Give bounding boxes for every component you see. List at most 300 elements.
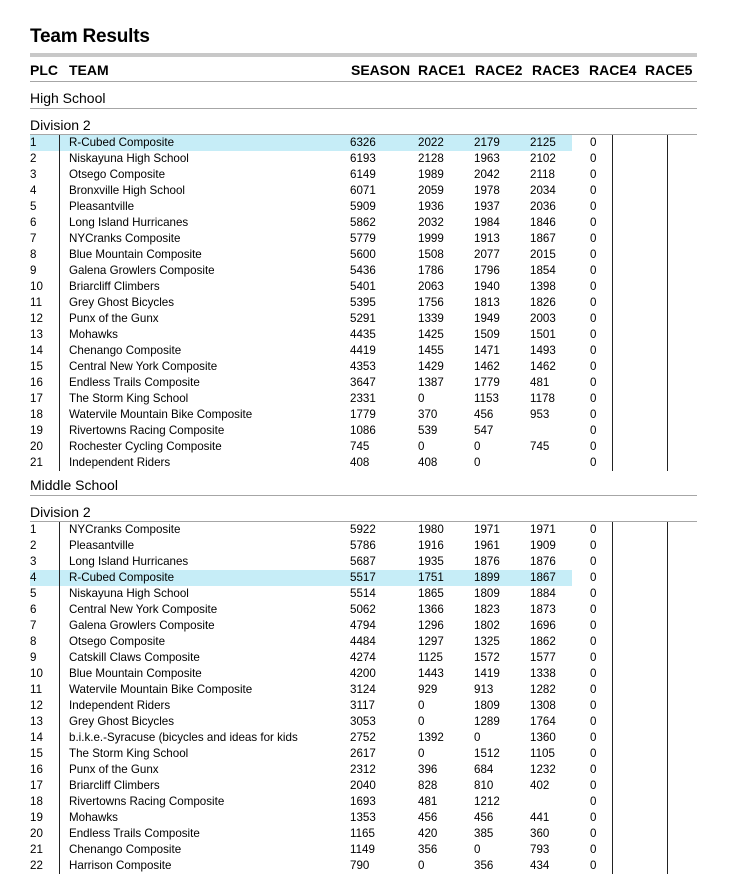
season-cell: 5862 — [350, 216, 376, 229]
season-cell: 5687 — [350, 555, 376, 568]
place-cell: 15 — [30, 746, 60, 762]
team-cell: The Storm King School — [69, 747, 189, 760]
table-row — [30, 151, 697, 167]
season-cell: 5436 — [350, 264, 376, 277]
race1-cell: 1508 — [418, 248, 444, 261]
race5-cell — [641, 167, 668, 183]
race3-cell: 1867 — [530, 571, 556, 584]
race4-cell: 0 — [586, 554, 613, 570]
race4-cell: 0 — [586, 311, 613, 327]
race4-cell: 0 — [586, 423, 613, 439]
race2-cell: 913 — [474, 683, 494, 696]
race1-cell: 1455 — [418, 344, 444, 357]
place-cell: 20 — [30, 826, 60, 842]
season-cell: 745 — [350, 440, 370, 453]
race5-cell — [641, 810, 668, 826]
race5-cell — [641, 375, 668, 391]
header-plc: PLC — [30, 62, 58, 78]
race1-cell: 0 — [418, 699, 425, 712]
race5-cell — [641, 554, 668, 570]
race5-cell — [641, 586, 668, 602]
season-cell: 6149 — [350, 168, 376, 181]
race4-cell: 0 — [586, 247, 613, 263]
race3-cell: 1338 — [530, 667, 556, 680]
race3-cell: 1501 — [530, 328, 556, 341]
season-cell: 5062 — [350, 603, 376, 616]
season-cell: 4274 — [350, 651, 376, 664]
header-race5: RACE5 — [645, 62, 693, 78]
race5-cell — [641, 730, 668, 746]
season-cell: 3053 — [350, 715, 376, 728]
place-cell: 2 — [30, 538, 60, 554]
race5-cell — [641, 618, 668, 634]
place-cell: 17 — [30, 778, 60, 794]
race4-cell: 0 — [586, 762, 613, 778]
team-cell: Endless Trails Composite — [69, 827, 200, 840]
header-race4: RACE4 — [589, 62, 637, 78]
race4-cell: 0 — [586, 586, 613, 602]
table-row — [30, 167, 697, 183]
race2-cell: 356 — [474, 859, 494, 872]
race3-cell: 2015 — [530, 248, 556, 261]
race2-cell: 1212 — [474, 795, 500, 808]
team-cell: b.i.k.e.-Syracuse (bicycles and ideas for kids — [69, 731, 298, 744]
team-cell: Watervile Mountain Bike Composite — [69, 408, 253, 421]
race2-cell: 1802 — [474, 619, 500, 632]
race1-cell: 1916 — [418, 539, 444, 552]
race3-cell: 481 — [530, 376, 550, 389]
table-row — [30, 650, 697, 666]
team-cell: R-Cubed Composite — [69, 571, 175, 584]
race1-cell: 1786 — [418, 264, 444, 277]
season-cell: 4353 — [350, 360, 376, 373]
table-row — [30, 794, 697, 810]
race1-cell: 1989 — [418, 168, 444, 181]
race4-cell: 0 — [586, 391, 613, 407]
group-rule — [30, 108, 697, 109]
race3-cell: 1862 — [530, 635, 556, 648]
table-row — [30, 762, 697, 778]
race1-cell: 356 — [418, 843, 438, 856]
season-cell: 1353 — [350, 811, 376, 824]
race4-cell: 0 — [586, 858, 613, 874]
race3-cell: 1493 — [530, 344, 556, 357]
race4-cell: 0 — [586, 439, 613, 455]
table-row — [30, 407, 697, 423]
race3-cell: 1398 — [530, 280, 556, 293]
team-cell: Chenango Composite — [69, 843, 182, 856]
place-cell: 13 — [30, 327, 60, 343]
race2-cell: 1809 — [474, 587, 500, 600]
season-cell: 5291 — [350, 312, 376, 325]
table-row — [30, 698, 697, 714]
race5-cell — [641, 826, 668, 842]
race5-cell — [641, 538, 668, 554]
race5-cell — [641, 746, 668, 762]
race3-cell: 402 — [530, 779, 550, 792]
race2-cell: 1984 — [474, 216, 500, 229]
race3-cell: 1867 — [530, 232, 556, 245]
race4-cell: 0 — [586, 407, 613, 423]
race4-cell: 0 — [586, 538, 613, 554]
race4-cell: 0 — [586, 682, 613, 698]
race4-cell: 0 — [586, 295, 613, 311]
division-title: Division 2 — [30, 117, 91, 133]
race1-cell: 1443 — [418, 667, 444, 680]
race3-cell: 1178 — [530, 392, 555, 405]
season-cell: 1165 — [350, 827, 375, 840]
race3-cell: 2125 — [530, 136, 556, 149]
team-cell: Rochester Cycling Composite — [69, 440, 222, 453]
race4-cell: 0 — [586, 794, 613, 810]
table-row — [30, 746, 697, 762]
place-cell: 6 — [30, 602, 60, 618]
race2-cell: 1779 — [474, 376, 500, 389]
group-high-school — [30, 89, 697, 471]
race2-cell: 1572 — [474, 651, 500, 664]
season-cell: 4794 — [350, 619, 376, 632]
race2-cell: 456 — [474, 408, 494, 421]
race1-cell: 1366 — [418, 603, 444, 616]
race1-cell: 481 — [418, 795, 438, 808]
race2-cell: 2179 — [474, 136, 500, 149]
race4-cell: 0 — [586, 698, 613, 714]
season-cell: 1149 — [350, 843, 375, 856]
table-row — [30, 199, 697, 215]
season-cell: 1779 — [350, 408, 376, 421]
season-cell: 6193 — [350, 152, 376, 165]
table-row — [30, 183, 697, 199]
race2-cell: 1509 — [474, 328, 500, 341]
race1-cell: 929 — [418, 683, 438, 696]
race1-cell: 1339 — [418, 312, 444, 325]
race3-cell: 953 — [530, 408, 550, 421]
race4-cell: 0 — [586, 810, 613, 826]
table-row — [30, 778, 697, 794]
race5-cell — [641, 231, 668, 247]
race2-cell: 1462 — [474, 360, 500, 373]
race5-cell — [641, 650, 668, 666]
team-cell: Blue Mountain Composite — [69, 248, 202, 261]
place-cell: 1 — [30, 522, 60, 538]
race4-cell: 0 — [586, 602, 613, 618]
race3-cell: 745 — [530, 440, 550, 453]
race4-cell: 0 — [586, 263, 613, 279]
table-row — [30, 215, 697, 231]
table-row — [30, 359, 697, 375]
race3-cell: 1105 — [530, 747, 555, 760]
table-row — [30, 231, 697, 247]
race1-cell: 0 — [418, 747, 425, 760]
race1-cell: 396 — [418, 763, 438, 776]
season-cell: 5909 — [350, 200, 376, 213]
season-cell: 5514 — [350, 587, 376, 600]
race5-cell — [641, 135, 668, 151]
race3-cell: 793 — [530, 843, 550, 856]
race2-cell: 547 — [474, 424, 494, 437]
race4-cell: 0 — [586, 842, 613, 858]
team-cell: Otsego Composite — [69, 635, 166, 648]
race3-cell: 2034 — [530, 184, 556, 197]
race3-cell: 1909 — [530, 539, 556, 552]
race1-cell: 2059 — [418, 184, 444, 197]
table-row — [30, 343, 697, 359]
race5-cell — [641, 199, 668, 215]
table-row — [30, 538, 697, 554]
place-cell: 11 — [30, 295, 60, 311]
race3-cell: 2003 — [530, 312, 556, 325]
race4-cell: 0 — [586, 135, 613, 151]
team-cell: The Storm King School — [69, 392, 189, 405]
table-row — [30, 810, 697, 826]
race2-cell: 1876 — [474, 555, 500, 568]
race5-cell — [641, 858, 668, 874]
season-cell: 790 — [350, 859, 370, 872]
season-cell: 5779 — [350, 232, 376, 245]
race2-cell: 1813 — [474, 296, 500, 309]
race2-cell: 1940 — [474, 280, 500, 293]
race1-cell: 1936 — [418, 200, 444, 213]
place-cell: 22 — [30, 858, 60, 874]
header-rule — [30, 81, 697, 82]
place-cell: 13 — [30, 714, 60, 730]
season-cell: 3647 — [350, 376, 376, 389]
race2-cell: 1899 — [474, 571, 500, 584]
season-cell: 5922 — [350, 523, 376, 536]
race2-cell: 0 — [474, 843, 481, 856]
race3-cell: 1282 — [530, 683, 556, 696]
header-race1: RACE1 — [418, 62, 466, 78]
race3-cell: 434 — [530, 859, 550, 872]
team-cell: Blue Mountain Composite — [69, 667, 202, 680]
race4-cell: 0 — [586, 167, 613, 183]
race3-cell: 1884 — [530, 587, 556, 600]
team-cell: Briarcliff Climbers — [69, 779, 160, 792]
team-cell: Niskayuna High School — [69, 152, 189, 165]
place-cell: 8 — [30, 634, 60, 650]
race1-cell: 420 — [418, 827, 438, 840]
table-row — [30, 602, 697, 618]
race5-cell — [641, 666, 668, 682]
team-cell: Pleasantville — [69, 539, 135, 552]
race5-cell — [641, 327, 668, 343]
place-cell: 2 — [30, 151, 60, 167]
race3-cell: 360 — [530, 827, 550, 840]
place-cell: 16 — [30, 375, 60, 391]
race2-cell: 1971 — [474, 523, 500, 536]
race4-cell: 0 — [586, 826, 613, 842]
race1-cell: 2032 — [418, 216, 444, 229]
race2-cell: 1325 — [474, 635, 500, 648]
table-row — [30, 682, 697, 698]
race2-cell: 2042 — [474, 168, 500, 181]
table-row — [30, 522, 697, 538]
race2-cell: 810 — [474, 779, 494, 792]
table-row — [30, 570, 697, 586]
place-cell: 20 — [30, 439, 60, 455]
season-cell: 4419 — [350, 344, 376, 357]
team-cell: Catskill Claws Composite — [69, 651, 200, 664]
place-cell: 1 — [30, 135, 60, 151]
race2-cell: 1963 — [474, 152, 500, 165]
team-cell: Watervile Mountain Bike Composite — [69, 683, 253, 696]
season-cell: 2040 — [350, 779, 376, 792]
team-cell: Rivertowns Racing Composite — [69, 424, 225, 437]
table-row — [30, 666, 697, 682]
place-cell: 8 — [30, 247, 60, 263]
team-cell: Central New York Composite — [69, 603, 218, 616]
season-cell: 4200 — [350, 667, 376, 680]
place-cell: 9 — [30, 263, 60, 279]
race4-cell: 0 — [586, 730, 613, 746]
race4-cell: 0 — [586, 455, 613, 471]
race5-cell — [641, 215, 668, 231]
race3-cell: 1696 — [530, 619, 556, 632]
team-cell: Central New York Composite — [69, 360, 218, 373]
title-underline — [30, 53, 697, 57]
header-race3: RACE3 — [532, 62, 580, 78]
season-cell: 4435 — [350, 328, 376, 341]
race5-cell — [641, 794, 668, 810]
race1-cell: 1935 — [418, 555, 444, 568]
season-cell: 3124 — [350, 683, 376, 696]
team-cell: Pleasantville — [69, 200, 135, 213]
season-cell: 2617 — [350, 747, 376, 760]
race2-cell: 0 — [474, 456, 481, 469]
season-cell: 5517 — [350, 571, 376, 584]
race2-cell: 1471 — [474, 344, 500, 357]
race2-cell: 1961 — [474, 539, 500, 552]
header-team: TEAM — [69, 62, 109, 78]
season-cell: 1693 — [350, 795, 376, 808]
table-row — [30, 858, 697, 874]
table-row — [30, 263, 697, 279]
race3-cell: 1826 — [530, 296, 556, 309]
race5-cell — [641, 183, 668, 199]
race1-cell: 0 — [418, 859, 425, 872]
race5-cell — [641, 247, 668, 263]
team-cell: Otsego Composite — [69, 168, 166, 181]
team-cell: Endless Trails Composite — [69, 376, 200, 389]
race2-cell: 456 — [474, 811, 494, 824]
race5-cell — [641, 407, 668, 423]
team-cell: Independent Riders — [69, 699, 171, 712]
race4-cell: 0 — [586, 215, 613, 231]
race5-cell — [641, 391, 668, 407]
race3-cell: 1971 — [530, 523, 556, 536]
results-table — [30, 522, 697, 874]
team-cell: Rivertowns Racing Composite — [69, 795, 225, 808]
table-row — [30, 826, 697, 842]
race2-cell: 1823 — [474, 603, 500, 616]
place-cell: 21 — [30, 455, 60, 471]
race3-cell: 1360 — [530, 731, 556, 744]
place-cell: 15 — [30, 359, 60, 375]
group-title: High School — [30, 90, 106, 106]
place-cell: 3 — [30, 554, 60, 570]
race5-cell — [641, 634, 668, 650]
season-cell: 3117 — [350, 699, 375, 712]
race4-cell: 0 — [586, 650, 613, 666]
race4-cell: 0 — [586, 375, 613, 391]
race4-cell: 0 — [586, 618, 613, 634]
race5-cell — [641, 343, 668, 359]
division-title: Division 2 — [30, 504, 91, 520]
race4-cell: 0 — [586, 231, 613, 247]
place-cell: 19 — [30, 810, 60, 826]
race4-cell: 0 — [586, 714, 613, 730]
race5-cell — [641, 762, 668, 778]
race5-cell — [641, 682, 668, 698]
team-cell: Briarcliff Climbers — [69, 280, 160, 293]
place-cell: 16 — [30, 762, 60, 778]
race4-cell: 0 — [586, 151, 613, 167]
team-cell: Niskayuna High School — [69, 587, 189, 600]
race1-cell: 1392 — [418, 731, 444, 744]
race5-cell — [641, 311, 668, 327]
race4-cell: 0 — [586, 199, 613, 215]
race5-cell — [641, 263, 668, 279]
race1-cell: 2128 — [418, 152, 444, 165]
race2-cell: 1512 — [474, 747, 500, 760]
race2-cell: 2077 — [474, 248, 500, 261]
race3-cell: 441 — [530, 811, 550, 824]
race1-cell: 1387 — [418, 376, 444, 389]
race1-cell: 1425 — [418, 328, 444, 341]
race5-cell — [641, 698, 668, 714]
place-cell: 18 — [30, 407, 60, 423]
race4-cell: 0 — [586, 359, 613, 375]
race1-cell: 456 — [418, 811, 438, 824]
header-race2: RACE2 — [475, 62, 523, 78]
race3-cell: 1577 — [530, 651, 556, 664]
race1-cell: 1756 — [418, 296, 444, 309]
place-cell: 10 — [30, 279, 60, 295]
race5-cell — [641, 439, 668, 455]
race3-cell: 1876 — [530, 555, 556, 568]
team-cell: Independent Riders — [69, 456, 171, 469]
race3-cell: 2036 — [530, 200, 556, 213]
season-cell: 5786 — [350, 539, 376, 552]
season-cell: 408 — [350, 456, 370, 469]
team-cell: Bronxville High School — [69, 184, 185, 197]
table-row — [30, 279, 697, 295]
race2-cell: 1937 — [474, 200, 500, 213]
race1-cell: 1751 — [418, 571, 444, 584]
table-row — [30, 730, 697, 746]
race1-cell: 370 — [418, 408, 438, 421]
place-cell: 17 — [30, 391, 60, 407]
race5-cell — [641, 455, 668, 471]
race5-cell — [641, 778, 668, 794]
team-cell: Galena Growlers Composite — [69, 264, 215, 277]
place-cell: 14 — [30, 730, 60, 746]
place-cell: 4 — [30, 183, 60, 199]
race3-cell: 1854 — [530, 264, 556, 277]
race2-cell: 1913 — [474, 232, 500, 245]
place-cell: 3 — [30, 167, 60, 183]
race5-cell — [641, 359, 668, 375]
race2-cell: 1796 — [474, 264, 500, 277]
race4-cell: 0 — [586, 778, 613, 794]
table-row — [30, 135, 697, 151]
season-cell: 2752 — [350, 731, 376, 744]
team-cell: Galena Growlers Composite — [69, 619, 215, 632]
team-cell: Harrison Composite — [69, 859, 172, 872]
team-cell: Mohawks — [69, 811, 118, 824]
season-cell: 4484 — [350, 635, 376, 648]
race3-cell: 1462 — [530, 360, 556, 373]
